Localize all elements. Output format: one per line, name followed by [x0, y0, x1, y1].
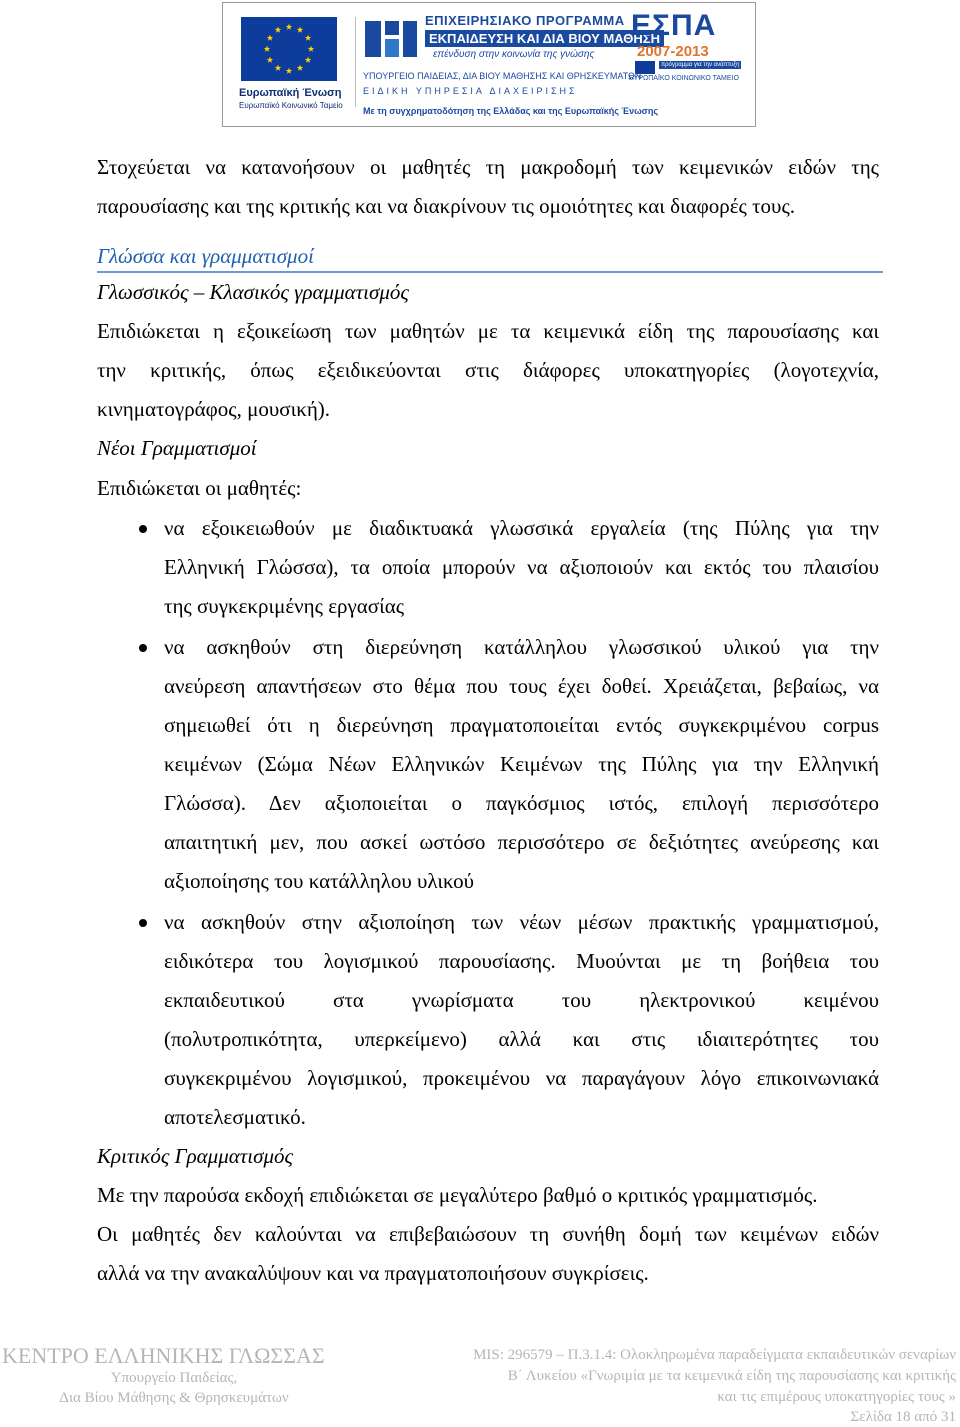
intro-line-2: παρουσίασης και της κριτικής και να διακρίνουν τις ομοιότητες και διαφορές τους.	[97, 194, 796, 218]
eu-name: Ευρωπαϊκή Ένωση	[239, 87, 342, 99]
op-slogan: επένδυση στην κοινωνία της γνώσης	[433, 49, 595, 60]
bullet-3-line-2: ειδικότερα του λογισμικού παρουσίασης. Μυούνται με τη βοήθεια του	[164, 949, 879, 973]
critical-line-1: Με την παρούσα εκδοχή επιδιώκεται σε μεγαλύτερο βαθμό ο κριτικός γραμματισμός.	[97, 1183, 818, 1207]
bullet-3-line-4: (πολυτροπικότητα, υπερκείμενο) αλλά και στις ιδιαιτερότητες του	[164, 1027, 879, 1051]
bullet-1-line-2: Ελληνική Γλώσσα), τα οποία μπορούν να αξιοποιούν και εκτός του πλαισίου	[164, 555, 879, 579]
classic-line-3: κινηματογράφος, μουσική).	[97, 397, 331, 421]
classic-line-2: την κριτικής, όπως εξειδικεύονται στις διάφορες υποκατηγορίες (λογοτεχνία,	[97, 358, 879, 382]
bullet-2-line-5: Γλώσσα). Δεν αξιοποιείται ο παγκόσμιος ιστός, επιλογή περισσότερο	[164, 791, 879, 815]
bullet-2-line-3: σημειωθεί ότι η διερεύνηση πραγματοποιείται εντός συγκεκριμένου corpus	[164, 713, 879, 737]
ministry-name: ΥΠΟΥΡΓΕΙΟ ΠΑΙΔΕΙΑΣ, ΔΙΑ ΒΙΟΥ ΜΑΘΗΣΗΣ ΚΑΙ ΘΡΗΣΚΕΥΜΑΤΩΝ	[363, 71, 642, 81]
management-authority: ΕΙΔΙΚΗ ΥΠΗΡΕΣΙΑ ΔΙΑΧΕΙΡΙΣΗΣ	[363, 86, 578, 96]
subsection-title-classic: Γλωσσικός – Κλασικός γραμματισμός	[97, 280, 409, 304]
op-title-line2: ΕΚΠΑΙΔΕΥΣΗ ΚΑΙ ΔΙΑ ΒΙΟΥ ΜΑΘΗΣΗ	[425, 30, 664, 47]
intro-line-1: Στοχεύεται να κατανοήσουν οι μαθητές τη μακροδομή των κειμενικών ειδών της	[97, 155, 879, 179]
footer-ministry-line2: Δια Βίου Μάθησης & Θρησκευμάτων	[59, 1390, 289, 1406]
critical-line-2: Οι μαθητές δεν καλούνται να επιβεβαιώσουν τη συνήθη δομή των κειμένων ειδών	[97, 1222, 879, 1246]
classic-line-1: Επιδιώκεται η εξοικείωση των μαθητών με τα κειμενικά είδη της παρουσίασης και	[97, 319, 879, 343]
espa-logo-text: ΕΣΠΑ	[631, 9, 717, 42]
bullet-2-line-1: να ασκηθούν στη διερεύνηση κατάλληλου γλωσσικού υλικού για την	[164, 635, 879, 659]
bullet-2-line-2: ανεύρεση απαντήσεων στο θέμα που τους έχει δοθεί. Χρειάζεται, βεβαίως, να	[164, 674, 879, 698]
footer-page-number: Σελίδα 18 από 31	[850, 1409, 956, 1425]
bullet-2-line-6: απαιτητική μεν, που ασκεί ωστόσο περισσότερο σε δεξιότητες ανεύρεσης και	[164, 830, 879, 854]
espa-years: 2007-2013	[637, 43, 709, 60]
bullet-1-line-3: της συγκεκριμένης εργασίας	[164, 594, 405, 618]
footer-ministry-line1: Υπουργείο Παιδείας,	[110, 1370, 238, 1386]
bullet-3-line-3: εκπαιδευτικού στα γνωρίσματα του ηλεκτρονικού κειμένου	[164, 988, 879, 1012]
eu-subtitle: Ευρωπαϊκό Κοινωνικό Ταμείο	[239, 101, 343, 110]
header-banner	[222, 2, 756, 127]
footer-mis-line2: Β΄ Λυκείου «Γνωριμία με τα κειμενικά είδη της παρουσίασης και κριτικής	[507, 1368, 956, 1384]
op-logo-icon	[363, 17, 419, 61]
cofunding-note: Με τη συγχρηματοδότηση της Ελλάδας και της Ευρωπαϊκής Ένωσης	[363, 106, 659, 116]
bullet-3-line-1: να ασκηθούν στην αξιοποίηση των νέων μέσων πρακτικής γραμματισμού,	[164, 910, 879, 934]
bullet-3-line-6: αποτελεσματικό.	[164, 1105, 306, 1129]
op-title-line1: ΕΠΙΧΕΙΡΗΣΙΑΚΟ ΠΡΟΓΡΑΜΜΑ	[425, 13, 625, 28]
espa-tagline: πρόγραμμα για την ανάπτυξη	[661, 62, 740, 68]
bullet-marker	[139, 919, 147, 927]
eu-flag-icon	[241, 17, 337, 81]
section-title: Γλώσσα και γραμματισμοί	[97, 244, 314, 268]
critical-line-3: αλλά να την ανακαλύψουν και να πραγματοποιήσουν συγκρίσεις.	[97, 1261, 649, 1285]
bullet-3-line-5: συγκεκριμένου λογισμικού, προκειμένου να παραγάγουν λόγο επικοινωνιακά	[164, 1066, 879, 1090]
footer-mis-line1: MIS: 296579 – Π.3.1.4: Ολοκληρωμένα παραδείγματα εκπαιδευτικών σεναρίων	[473, 1347, 956, 1363]
subsection-title-critical: Κριτικός Γραμματισμός	[97, 1144, 294, 1168]
footer-org: ΚΕΝΤΡΟ ΕΛΛΗΝΙΚΗΣ ΓΛΩΣΣΑΣ	[2, 1343, 325, 1368]
new-literacies-intro: Επιδιώκεται οι μαθητές:	[97, 476, 302, 500]
footer-mis-line3: και τις επιμέρους υποκατηγορίες τους »	[717, 1389, 956, 1405]
espa-fund: ΕΥΡΩΠΑΪΚΟ ΚΟΙΝΩΝΙΚΟ ΤΑΜΕΙΟ	[629, 75, 739, 82]
bullet-marker	[139, 644, 147, 652]
bullet-1-line-1: να εξοικειωθούν με διαδικτυακά γλωσσικά εργαλεία (της Πύλης για την	[164, 516, 879, 540]
subsection-title-new: Νέοι Γραμματισμοί	[97, 436, 257, 460]
bullet-2-line-7: αξιοποίησης του κατάλληλου υλικού	[164, 869, 475, 893]
bullet-marker	[139, 525, 147, 533]
bullet-2-line-4: κειμένων (Σώμα Νέων Ελληνικών Κειμένων της Πύλης για την Ελληνική	[164, 752, 879, 776]
banner-divider	[355, 17, 356, 107]
